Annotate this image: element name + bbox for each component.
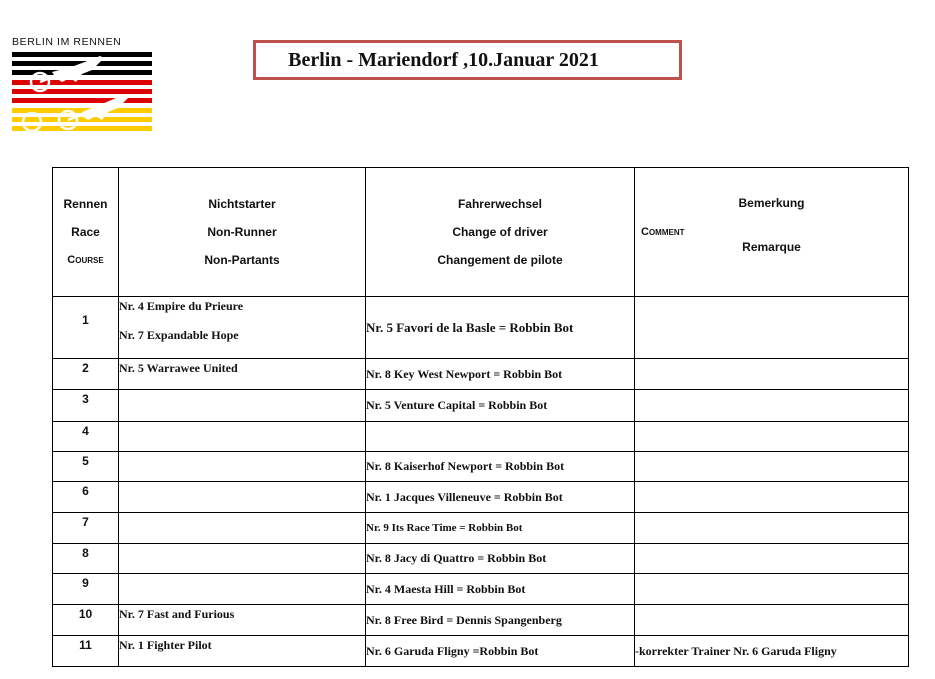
header-remark-de: Bemerkung — [738, 196, 805, 210]
header-remark-fr: Remarque — [742, 240, 801, 254]
driver-change-cell: Nr. 5 Favori de la Basle = Robbin Bot — [366, 297, 635, 359]
nonrunner-entry: Nr. 5 Warrawee United — [119, 361, 238, 375]
nonrunner-cell — [119, 452, 366, 482]
table-row — [53, 359, 909, 390]
logo-text: BERLIN IM RENNEN — [12, 36, 122, 48]
driver-change-cell: Nr. 8 Kaiserhof Newport = Robbin Bot — [366, 452, 635, 482]
driver-change-cell: Nr. 1 Jacques Villeneuve = Robbin Bot — [366, 482, 635, 513]
race-number: 3 — [53, 390, 119, 422]
table-row — [53, 482, 909, 513]
header-race-en: Race — [71, 225, 100, 239]
header-driver-fr: Changement de pilote — [437, 253, 563, 267]
nonrunner-cell — [119, 513, 366, 544]
remark-cell — [635, 452, 909, 482]
table-row — [53, 297, 909, 359]
nonrunner-cell — [119, 390, 366, 422]
nonrunner-entry: Nr. 1 Fighter Pilot — [119, 638, 212, 652]
remark-cell — [635, 574, 909, 605]
trotting-horse-flag-icon — [12, 52, 152, 138]
driver-change-cell: Nr. 6 Garuda Fligny =Robbin Bot — [366, 636, 635, 667]
header-nonrunner-en: Non-Runner — [207, 225, 277, 239]
nonrunner-cell — [119, 297, 366, 359]
nonrunner-entry: Nr. 4 Empire du Prieure — [119, 299, 244, 313]
table-row — [53, 513, 909, 544]
driver-change-cell: Nr. 5 Venture Capital = Robbin Bot — [366, 390, 635, 422]
race-number: 1 — [53, 297, 119, 359]
remark-cell — [635, 390, 909, 422]
nonrunner-cell — [119, 544, 366, 574]
header-driver-en: Change of driver — [452, 225, 548, 239]
page-title: Berlin - Mariendorf ,10.Januar 2021 — [288, 48, 599, 71]
header-race-fr: Course — [67, 254, 104, 266]
nonrunner-cell — [119, 574, 366, 605]
driver-change-cell: Nr. 9 Its Race Time = Robbin Bot — [366, 513, 635, 544]
driver-change-cell: Nr. 4 Maesta Hill = Robbin Bot — [366, 574, 635, 605]
race-number: 9 — [53, 574, 119, 605]
logo — [12, 36, 154, 140]
header-nonrunner — [119, 168, 366, 297]
race-number: 2 — [53, 359, 119, 390]
remark-cell: -korrekter Trainer Nr. 6 Garuda Fligny — [635, 636, 909, 667]
race-number: 10 — [53, 605, 119, 636]
table-row — [53, 544, 909, 574]
table-row — [53, 574, 909, 605]
race-number: 7 — [53, 513, 119, 544]
table-row — [53, 636, 909, 667]
header-driver-de: Fahrerwechsel — [457, 197, 543, 211]
race-number: 6 — [53, 482, 119, 513]
race-number: 8 — [53, 544, 119, 574]
driver-change-cell: Nr. 8 Free Bird = Dennis Spangenberg — [366, 605, 635, 636]
title-box — [253, 40, 682, 80]
race-changes-table — [52, 167, 909, 667]
header-nonrunner-fr: Non-Partants — [204, 253, 280, 267]
header-driver — [366, 168, 635, 297]
remark-cell — [635, 544, 909, 574]
nonrunner-cell — [119, 422, 366, 452]
remark-cell — [635, 605, 909, 636]
nonrunner-cell — [119, 605, 366, 636]
race-number: 11 — [53, 636, 119, 667]
table-row — [53, 452, 909, 482]
table-row — [53, 390, 909, 422]
race-number: 4 — [53, 422, 119, 452]
header-nonrunner-de: Nichtstarter — [208, 197, 276, 211]
table-row — [53, 422, 909, 452]
header-remark — [635, 168, 909, 297]
driver-change-cell — [366, 422, 635, 452]
driver-change-cell: Nr. 8 Key West Newport = Robbin Bot — [366, 359, 635, 390]
header-race-de: Rennen — [63, 197, 108, 211]
remark-cell — [635, 359, 909, 390]
nonrunner-entry: Nr. 7 Fast and Furious — [119, 607, 235, 621]
table-row — [53, 605, 909, 636]
header-race — [53, 168, 119, 297]
table-header-row — [53, 168, 909, 297]
nonrunner-cell — [119, 359, 366, 390]
remark-cell — [635, 513, 909, 544]
header-remark-en: Comment — [641, 226, 685, 238]
remark-cell — [635, 482, 909, 513]
remark-cell — [635, 297, 909, 359]
race-number: 5 — [53, 452, 119, 482]
nonrunner-cell — [119, 636, 366, 667]
nonrunner-cell — [119, 482, 366, 513]
remark-cell — [635, 422, 909, 452]
driver-change-cell: Nr. 8 Jacy di Quattro = Robbin Bot — [366, 544, 635, 574]
nonrunner-entry: Nr. 7 Expandable Hope — [119, 328, 239, 342]
